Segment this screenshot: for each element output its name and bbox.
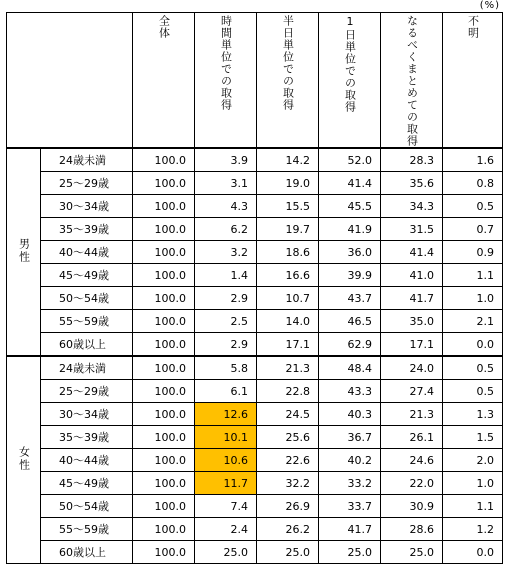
value-cell: 100.0 bbox=[133, 518, 195, 541]
value-cell: 26.1 bbox=[381, 426, 443, 449]
value-cell: 14.2 bbox=[257, 148, 319, 172]
value-cell: 24.6 bbox=[381, 449, 443, 472]
header-row bbox=[7, 13, 503, 149]
value-cell: 15.5 bbox=[257, 195, 319, 218]
age-label: 35～39歳 bbox=[41, 218, 133, 241]
value-cell: 100.0 bbox=[133, 264, 195, 287]
header-cell: 時間単位での取得 bbox=[195, 13, 257, 149]
value-cell: 10.7 bbox=[257, 287, 319, 310]
value-cell: 1.0 bbox=[443, 287, 503, 310]
value-cell: 28.6 bbox=[381, 518, 443, 541]
table-row bbox=[7, 472, 503, 495]
table-row bbox=[7, 287, 503, 310]
value-cell: 1.5 bbox=[443, 426, 503, 449]
value-cell: 22.8 bbox=[257, 380, 319, 403]
value-cell: 17.1 bbox=[257, 333, 319, 357]
value-cell: 3.2 bbox=[195, 241, 257, 264]
value-cell: 35.6 bbox=[381, 172, 443, 195]
table-row bbox=[7, 310, 503, 333]
value-cell: 100.0 bbox=[133, 333, 195, 357]
value-cell: 1.1 bbox=[443, 495, 503, 518]
value-cell: 46.5 bbox=[319, 310, 381, 333]
value-cell: 33.7 bbox=[319, 495, 381, 518]
table-row bbox=[7, 541, 503, 564]
age-label: 35～39歳 bbox=[41, 426, 133, 449]
value-cell: 100.0 bbox=[133, 472, 195, 495]
table-row bbox=[7, 449, 503, 472]
header-corner bbox=[7, 13, 133, 149]
value-cell: 25.0 bbox=[319, 541, 381, 564]
table-row bbox=[7, 495, 503, 518]
age-label: 25～29歳 bbox=[41, 172, 133, 195]
value-cell: 5.8 bbox=[195, 356, 257, 380]
value-cell: 35.0 bbox=[381, 310, 443, 333]
data-table bbox=[6, 12, 503, 564]
value-cell: 0.9 bbox=[443, 241, 503, 264]
age-label: 24歳未満 bbox=[41, 356, 133, 380]
table-row bbox=[7, 380, 503, 403]
age-label: 60歳以上 bbox=[41, 541, 133, 564]
value-cell: 100.0 bbox=[133, 495, 195, 518]
value-cell: 10.6 bbox=[195, 449, 257, 472]
age-label: 30～34歳 bbox=[41, 403, 133, 426]
value-cell: 100.0 bbox=[133, 195, 195, 218]
age-label: 30～34歳 bbox=[41, 195, 133, 218]
age-label: 50～54歳 bbox=[41, 495, 133, 518]
unit-label: (%) bbox=[479, 0, 500, 11]
value-cell: 3.1 bbox=[195, 172, 257, 195]
value-cell: 6.2 bbox=[195, 218, 257, 241]
header-cell: 全体 bbox=[133, 13, 195, 149]
value-cell: 25.0 bbox=[257, 541, 319, 564]
table-row bbox=[7, 356, 503, 380]
table-row bbox=[7, 403, 503, 426]
value-cell: 40.3 bbox=[319, 403, 381, 426]
table-row bbox=[7, 148, 503, 172]
value-cell: 26.2 bbox=[257, 518, 319, 541]
value-cell: 7.4 bbox=[195, 495, 257, 518]
value-cell: 100.0 bbox=[133, 172, 195, 195]
value-cell: 22.0 bbox=[381, 472, 443, 495]
value-cell: 32.2 bbox=[257, 472, 319, 495]
value-cell: 11.7 bbox=[195, 472, 257, 495]
value-cell: 43.3 bbox=[319, 380, 381, 403]
age-label: 24歳未満 bbox=[41, 148, 133, 172]
value-cell: 41.7 bbox=[381, 287, 443, 310]
value-cell: 1.1 bbox=[443, 264, 503, 287]
value-cell: 22.6 bbox=[257, 449, 319, 472]
age-label: 50～54歳 bbox=[41, 287, 133, 310]
value-cell: 1.2 bbox=[443, 518, 503, 541]
table-body bbox=[7, 148, 503, 564]
table-row bbox=[7, 241, 503, 264]
value-cell: 100.0 bbox=[133, 380, 195, 403]
value-cell: 19.7 bbox=[257, 218, 319, 241]
table-row bbox=[7, 333, 503, 357]
age-label: 55～59歳 bbox=[41, 310, 133, 333]
header-cell: 1日単位での取得 bbox=[319, 13, 381, 149]
value-cell: 21.3 bbox=[257, 356, 319, 380]
value-cell: 40.2 bbox=[319, 449, 381, 472]
table-row bbox=[7, 218, 503, 241]
value-cell: 2.9 bbox=[195, 333, 257, 357]
table-row bbox=[7, 195, 503, 218]
age-label: 40～44歳 bbox=[41, 241, 133, 264]
value-cell: 25.0 bbox=[195, 541, 257, 564]
table-row bbox=[7, 426, 503, 449]
header-cell: なるべくまとめての取得 bbox=[381, 13, 443, 149]
value-cell: 100.0 bbox=[133, 449, 195, 472]
value-cell: 1.3 bbox=[443, 403, 503, 426]
value-cell: 27.4 bbox=[381, 380, 443, 403]
value-cell: 100.0 bbox=[133, 356, 195, 380]
value-cell: 1.4 bbox=[195, 264, 257, 287]
value-cell: 18.6 bbox=[257, 241, 319, 264]
value-cell: 36.0 bbox=[319, 241, 381, 264]
value-cell: 24.5 bbox=[257, 403, 319, 426]
value-cell: 2.0 bbox=[443, 449, 503, 472]
value-cell: 24.0 bbox=[381, 356, 443, 380]
value-cell: 100.0 bbox=[133, 426, 195, 449]
table-row bbox=[7, 518, 503, 541]
value-cell: 19.0 bbox=[257, 172, 319, 195]
value-cell: 100.0 bbox=[133, 541, 195, 564]
value-cell: 41.9 bbox=[319, 218, 381, 241]
value-cell: 52.0 bbox=[319, 148, 381, 172]
value-cell: 100.0 bbox=[133, 218, 195, 241]
age-label: 25～29歳 bbox=[41, 380, 133, 403]
value-cell: 16.6 bbox=[257, 264, 319, 287]
value-cell: 100.0 bbox=[133, 241, 195, 264]
value-cell: 33.2 bbox=[319, 472, 381, 495]
value-cell: 41.7 bbox=[319, 518, 381, 541]
value-cell: 26.9 bbox=[257, 495, 319, 518]
value-cell: 1.0 bbox=[443, 472, 503, 495]
value-cell: 2.1 bbox=[443, 310, 503, 333]
value-cell: 43.7 bbox=[319, 287, 381, 310]
value-cell: 62.9 bbox=[319, 333, 381, 357]
value-cell: 17.1 bbox=[381, 333, 443, 357]
value-cell: 25.6 bbox=[257, 426, 319, 449]
header-cell: 半日単位での取得 bbox=[257, 13, 319, 149]
value-cell: 48.4 bbox=[319, 356, 381, 380]
value-cell: 0.0 bbox=[443, 541, 503, 564]
age-label: 45～49歳 bbox=[41, 472, 133, 495]
value-cell: 0.0 bbox=[443, 333, 503, 357]
value-cell: 3.9 bbox=[195, 148, 257, 172]
value-cell: 6.1 bbox=[195, 380, 257, 403]
age-label: 55～59歳 bbox=[41, 518, 133, 541]
value-cell: 2.9 bbox=[195, 287, 257, 310]
value-cell: 2.5 bbox=[195, 310, 257, 333]
value-cell: 30.9 bbox=[381, 495, 443, 518]
value-cell: 0.5 bbox=[443, 380, 503, 403]
value-cell: 41.0 bbox=[381, 264, 443, 287]
value-cell: 0.5 bbox=[443, 195, 503, 218]
header-cell: 不明 bbox=[443, 13, 503, 149]
table-row bbox=[7, 172, 503, 195]
value-cell: 1.6 bbox=[443, 148, 503, 172]
value-cell: 34.3 bbox=[381, 195, 443, 218]
table-row bbox=[7, 264, 503, 287]
age-label: 45～49歳 bbox=[41, 264, 133, 287]
value-cell: 10.1 bbox=[195, 426, 257, 449]
age-label: 40～44歳 bbox=[41, 449, 133, 472]
value-cell: 41.4 bbox=[319, 172, 381, 195]
value-cell: 21.3 bbox=[381, 403, 443, 426]
gender-label: 男性 bbox=[7, 148, 41, 356]
value-cell: 4.3 bbox=[195, 195, 257, 218]
value-cell: 14.0 bbox=[257, 310, 319, 333]
value-cell: 31.5 bbox=[381, 218, 443, 241]
value-cell: 36.7 bbox=[319, 426, 381, 449]
value-cell: 2.4 bbox=[195, 518, 257, 541]
value-cell: 100.0 bbox=[133, 310, 195, 333]
value-cell: 25.0 bbox=[381, 541, 443, 564]
value-cell: 45.5 bbox=[319, 195, 381, 218]
value-cell: 41.4 bbox=[381, 241, 443, 264]
value-cell: 0.5 bbox=[443, 356, 503, 380]
value-cell: 28.3 bbox=[381, 148, 443, 172]
age-label: 60歳以上 bbox=[41, 333, 133, 357]
value-cell: 0.7 bbox=[443, 218, 503, 241]
gender-label: 女性 bbox=[7, 356, 41, 564]
value-cell: 100.0 bbox=[133, 148, 195, 172]
value-cell: 39.9 bbox=[319, 264, 381, 287]
value-cell: 100.0 bbox=[133, 403, 195, 426]
value-cell: 100.0 bbox=[133, 287, 195, 310]
value-cell: 0.8 bbox=[443, 172, 503, 195]
value-cell: 12.6 bbox=[195, 403, 257, 426]
